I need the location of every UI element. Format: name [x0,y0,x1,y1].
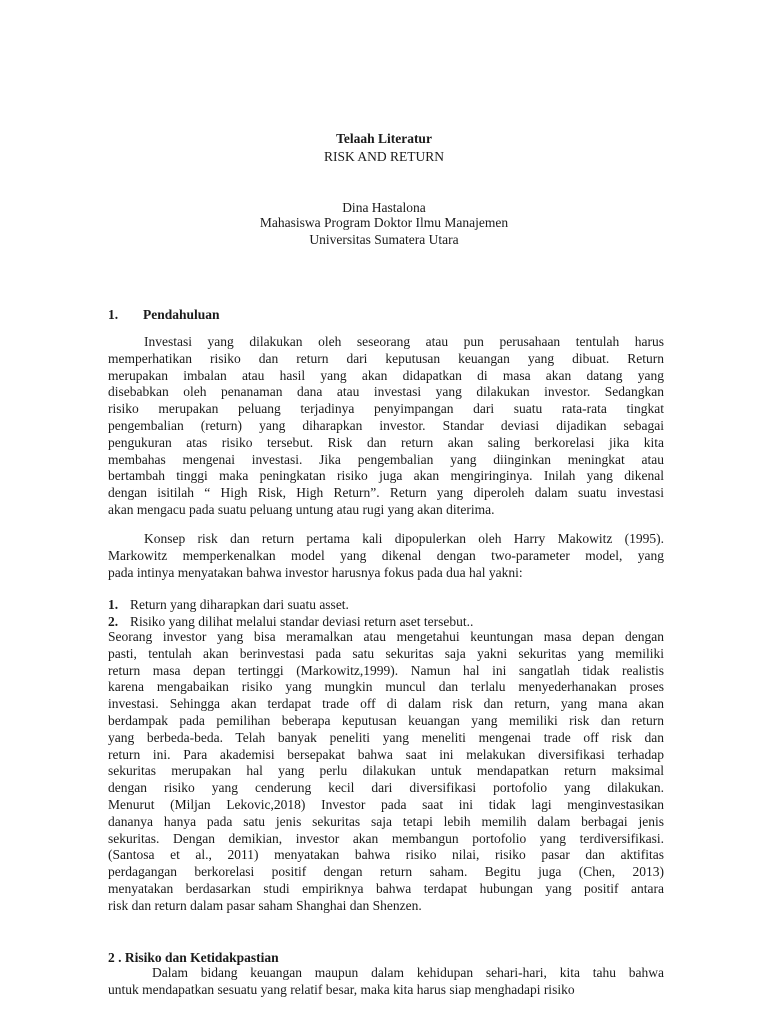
paragraph-line: dananya hanya pada satu jenis sekuritas saja tetapi lebih memilih dalam berbagai jenis [108,813,664,829]
paragraph-line: menyatakan berdasarkan studi empiriknya bahwa terdapat hubungan yang positif antara [108,880,664,896]
paragraph-line: risk dan return dalam pasar saham Shanghai dan Shenzen. [108,897,422,913]
list-item-number: 1. [108,597,119,612]
paragraph-line: dengan isitilah “ High Risk, High Return”. Return yang diperoleh dalam suatu investasi [108,485,664,501]
paragraph-line: Konsep risk dan return pertama kali dipopulerkan oleh Harry Makowitz (1995). [144,531,664,546]
list-item-text: Return yang diharapkan dari suatu asset. [130,597,349,612]
paragraph-line: pada intinya menyatakan bahwa investor harusnya fokus pada dua hal yakni: [108,564,523,580]
list-item-text: Risiko yang dilihat melalui standar deviasi return aset tersebut.. [130,614,474,629]
paragraph-line: untuk mendapatkan sesuatu yang relatif besar, maka kita harus siap menghadapi risiko [108,981,575,997]
paragraph-line: membahas mengenai investasi. Jika pengembalian yang diinginkan meningkat atau [108,451,664,467]
paragraph-line: disebabkan oleh penanaman dana atau investasi yang dilakukan investor. Sedangkan [108,384,664,400]
author-name: Dina Hastalona [342,200,426,215]
document-title: Telaah Literatur [336,131,432,146]
paragraph-line: investasi. Sehingga akan terdapat trade off di dalam risk dan return, yang mana akan [108,696,664,712]
paragraph-markowitz [108,531,664,581]
document-subtitle: RISK AND RETURN [323,149,444,164]
author-affiliation-program: Mahasiswa Program Doktor Ilmu Manajemen [259,215,509,230]
paragraph-line: sekuritas merupakan hal yang perlu dilakukan untuk mendapatkan return maksimal [108,763,664,779]
section-number: 1. [108,307,119,322]
paragraph-line: perdagangan berkorelasi positif dengan return saham. Begitu juga (Chen, 2013) [108,864,664,880]
paragraph-line: merupakan imbalan atau hasil yang akan didapatkan di masa akan datang yang [108,367,664,383]
paragraph-line: Markowitz memperkenalkan model yang dikenal dengan two-parameter model, yang [108,547,664,563]
paragraph-line: berdampak pada pemilihan beberapa keputusan keuangan yang memiliki risk dan return [108,712,664,728]
section-heading: 2 . Risiko dan Ketidakpastian [108,950,279,965]
list-item [108,597,664,614]
paragraph-line: risiko merupakan peluang terjadinya penyimpangan dari suatu rata-rata tingkat [108,401,664,417]
paragraph-line: akan mengacu pada suatu peluang untung atau rugi yang akan diterima. [108,501,495,517]
paragraph-line: bertambah tinggi maka peningkatan risiko juga akan mengiringinya. Inilah yang dikenal [108,468,664,484]
paragraph-line: (Santosa et al., 2011) menyatakan bahwa risiko nilai, risiko pasar dan aktifitas [108,847,664,863]
author-affiliation-university: Universitas Sumatera Utara [309,232,459,247]
paragraph-line: pengembalian (return) yang diharapkan investor. Standar deviasi dijadikan sebagai [108,417,664,433]
paragraph-line: return masa depan tertinggi (Markowitz,1999). Namun hal ini sangatlah tidak realistis [108,662,664,678]
list-item-number: 2. [108,614,119,629]
section-heading: Pendahuluan [143,307,220,322]
paragraph-line: pasti, tentulah akan berinvestasi pada satu sekuritas saja yakni sekuritas yang memiliki [108,645,664,661]
paragraph-line: return ini. Para akademisi bersepakat bahwa saat ini melakukan diversifikasi terhadap [108,746,664,762]
paragraph-line: Dalam bidang keuangan maupun dalam kehidupan sehari-hari, kita tahu bahwa [152,965,664,980]
paragraph-line: Seorang investor yang bisa meramalkan atau mengetahui keuntungan masa depan dengan [108,629,664,644]
paragraph-line: pengukuran atas risiko tersebut. Risk dan return akan saling berkorelasi jika kita [108,434,664,450]
paragraph-investor [108,629,664,915]
paragraph-line: karena mengabaikan risiko yang mungkin muncul dan terlalu menyederhanakan proses [108,679,664,695]
paragraph-line: sekuritas. Dengan demikian, investor akan membangun portofolio yang terdiversifikasi. [108,830,664,846]
paragraph-risk [108,965,664,999]
paragraph-line: yang berbeda-beda. Telah banyak peneliti yang meneliti mengenai trade off risk dan [108,729,664,745]
paragraph-line: Investasi yang dilakukan oleh seseorang atau pun perusahaan tentulah harus [144,334,664,349]
paragraph-line: Menurut (Miljan Lekovic,2018) Investor pada saat ini tidak lagi menginvestasikan [108,796,664,812]
paragraph-line: dengan risiko yang cenderung kecil dari diversifikasi portofolio yang dilakukan. [108,780,664,796]
paragraph-line: memperhatikan risiko dan return dari keputusan keuangan yang dibuat. Return [108,350,664,366]
paragraph-intro [108,334,664,519]
